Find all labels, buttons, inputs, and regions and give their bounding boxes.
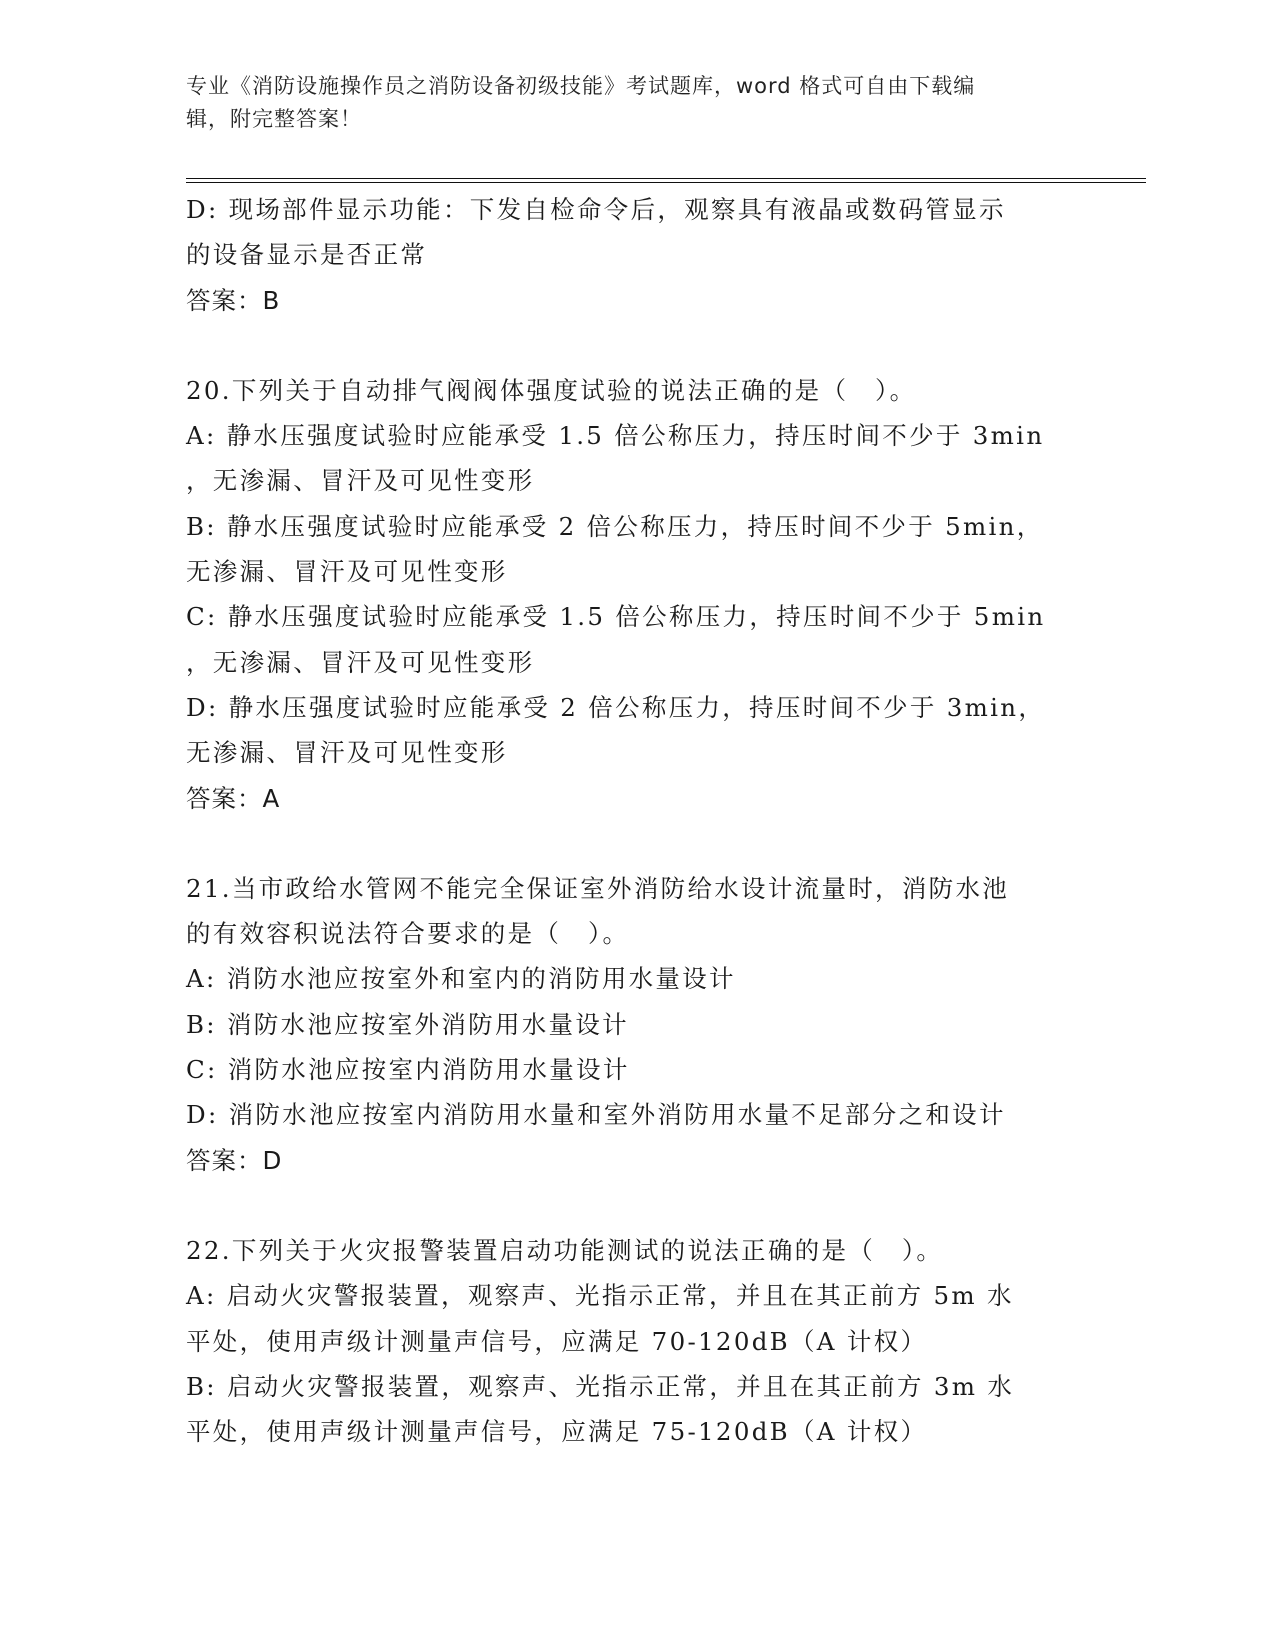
option-line: D: 消防水池应按室内消防用水量和室外消防用水量不足部分之和设计 [186,1100,1006,1130]
question-stem: 的有效容积说法符合要求的是（ ）。 [186,919,630,949]
answer-line: 答案：D [186,1145,283,1175]
header-divider [186,182,1146,183]
option-line: 无渗漏、冒汗及可见性变形 [186,738,508,768]
spacer [186,323,1076,368]
option-line: C: 消防水池应按室内消防用水量设计 [186,1055,630,1085]
answer-line: 答案：A [186,783,281,813]
option-line: A: 静水压强度试验时应能承受 1.5 倍公称压力，持压时间不少于 3min [186,421,1045,451]
option-line: 无渗漏、冒汗及可见性变形 [186,557,508,587]
option-line: C: 静水压强度试验时应能承受 1.5 倍公称压力，持压时间不少于 5min [186,602,1046,632]
header-line: 辑，附完整答案！ [186,107,362,131]
option-line: B: 静水压强度试验时应能承受 2 倍公称压力，持压时间不少于 5min， [186,511,1044,541]
document-body [186,187,1076,1454]
option-line: 平处，使用声级计测量声信号，应满足 70-120dB（A 计权） [186,1326,928,1356]
option-line: B: 启动火灾警报装置，观察声、光指示正常，并且在其正前方 3m 水 [186,1371,1015,1401]
question-21 [186,866,1076,1183]
spacer [186,1183,1076,1228]
header-line: 专业《消防设施操作员之消防设备初级技能》考试题库，word 格式可自由下载编 [186,74,976,98]
option-line: D: 静水压强度试验时应能承受 2 倍公称压力，持压时间不少于 3min， [186,692,1046,722]
option-line: ，无渗漏、冒汗及可见性变形 [186,466,535,496]
spacer [186,821,1076,866]
option-line: A: 启动火灾警报装置，观察声、光指示正常，并且在其正前方 5m 水 [186,1281,1014,1311]
option-line: A: 消防水池应按室外和室内的消防用水量设计 [186,964,736,994]
option-line: B: 消防水池应按室外消防用水量设计 [186,1009,629,1039]
question-stem: 20.下列关于自动排气阀阀体强度试验的说法正确的是（ ）。 [186,375,917,405]
question-22 [186,1228,1076,1454]
question-20 [186,368,1076,821]
option-line: D: 现场部件显示功能：下发自检命令后，观察具有液晶或数码管显示 [186,195,1006,224]
header-divider [186,178,1146,179]
option-line: 平处，使用声级计测量声信号，应满足 75-120dB（A 计权） [186,1417,928,1447]
option-line: 的设备显示是否正常 [186,240,428,270]
answer-line: 答案：B [186,285,281,315]
prev-question-tail [186,187,1076,323]
question-stem: 22.下列关于火灾报警装置启动功能测试的说法正确的是（ ）。 [186,1235,944,1265]
question-stem: 21.当市政给水管网不能完全保证室外消防给水设计流量时，消防水池 [186,873,1010,903]
option-line: ，无渗漏、冒汗及可见性变形 [186,647,535,677]
page-header [186,70,1086,136]
